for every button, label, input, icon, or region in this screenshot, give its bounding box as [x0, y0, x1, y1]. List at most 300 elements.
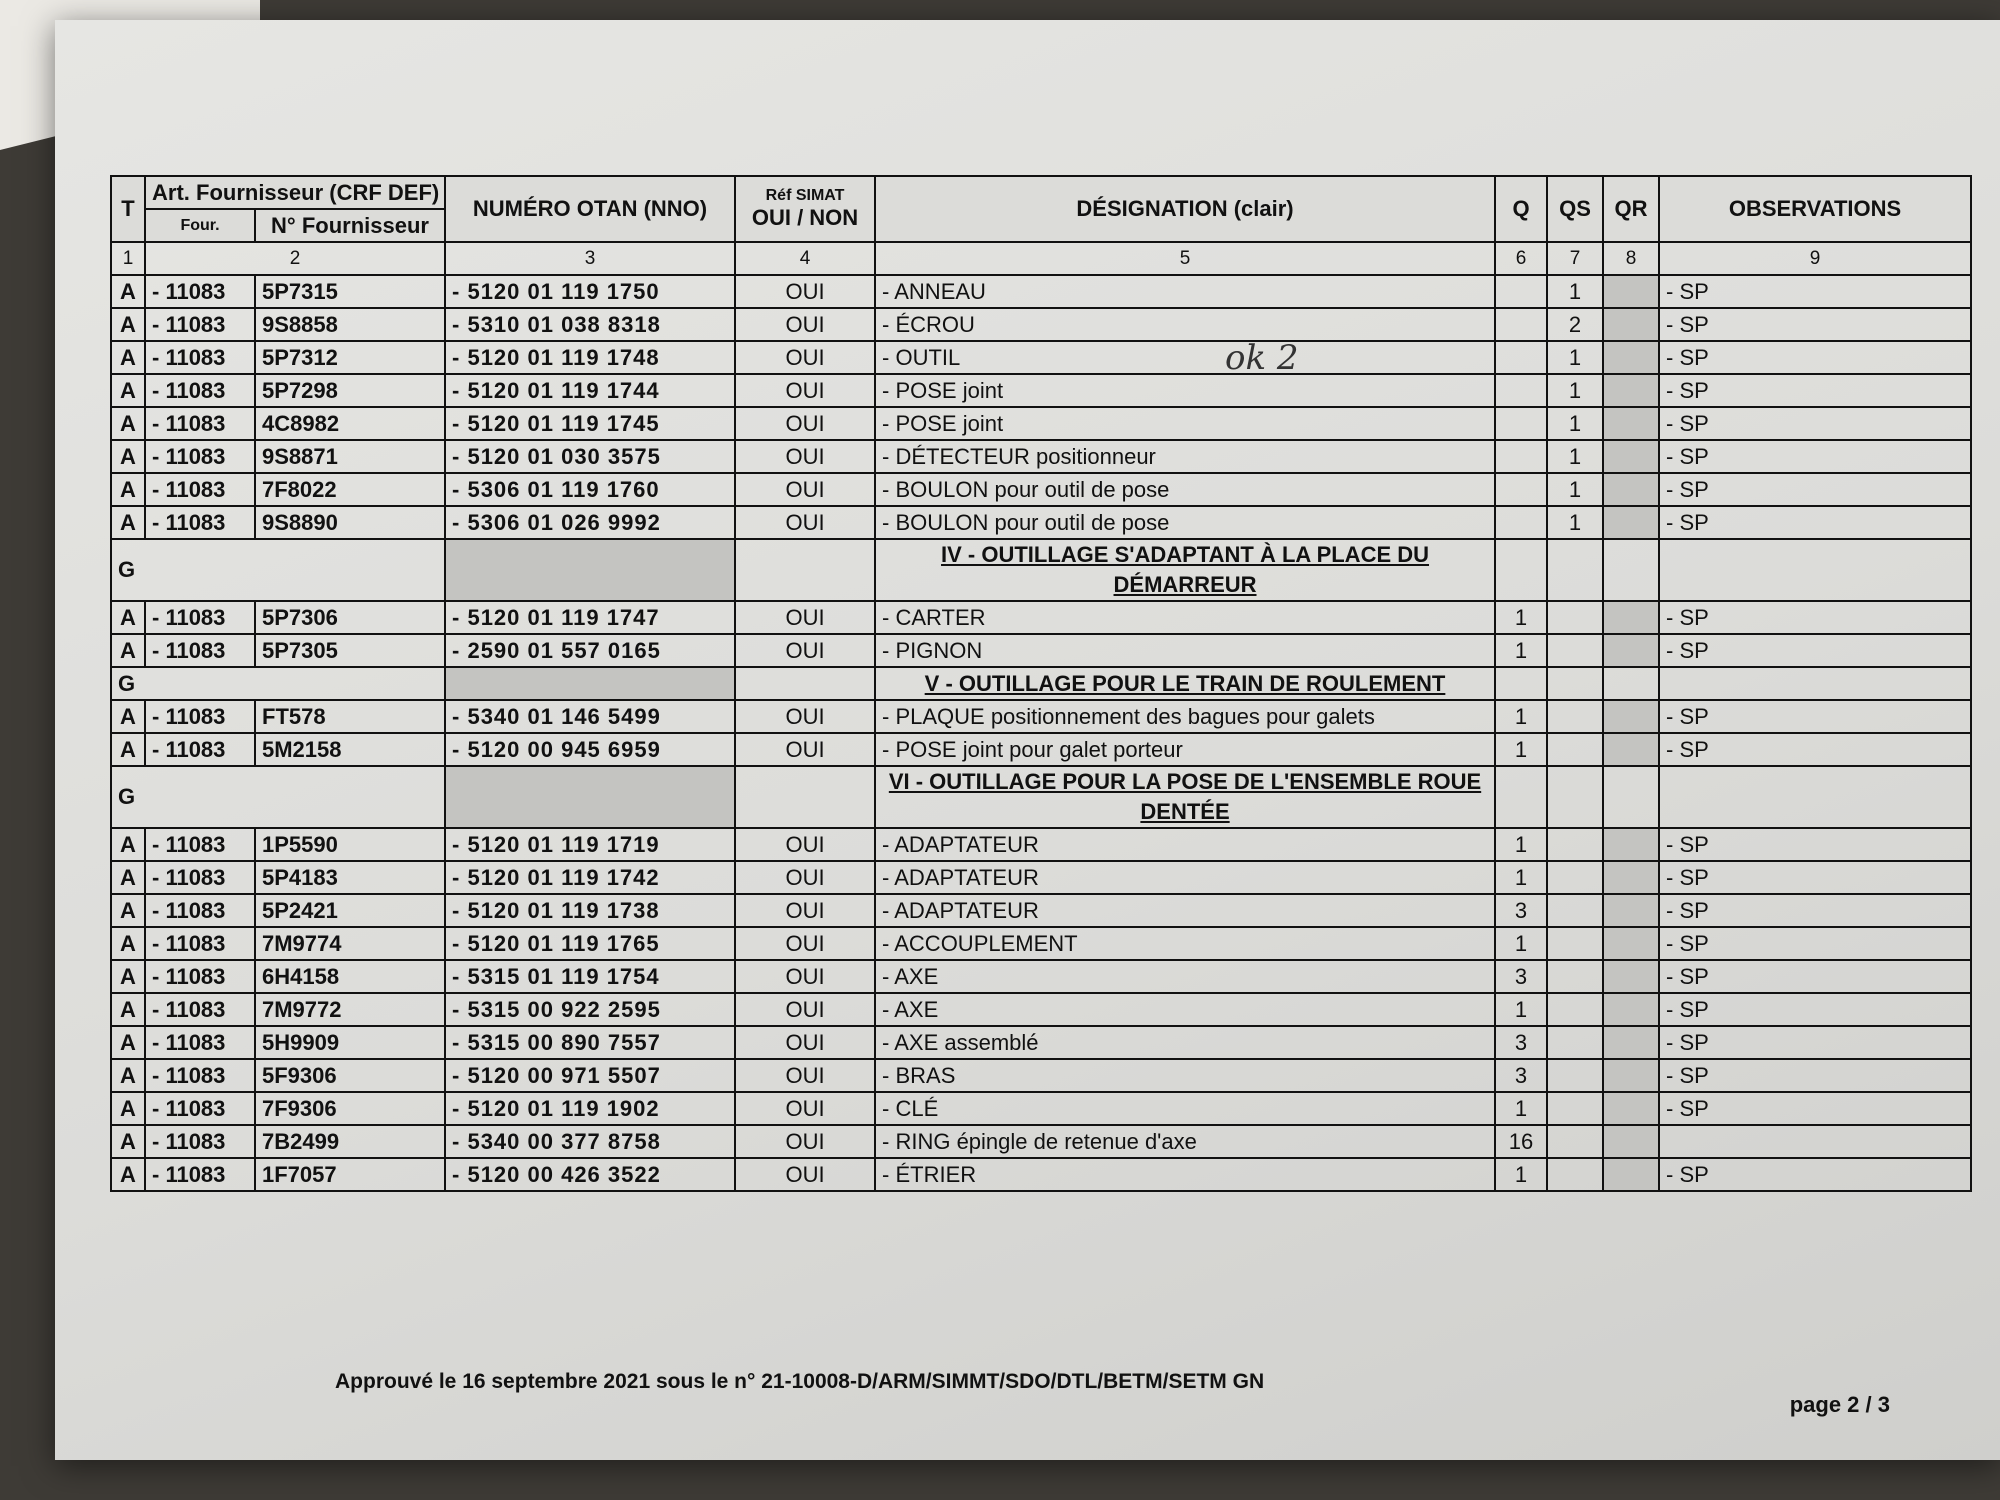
col-q-header: Q	[1495, 176, 1547, 242]
group-marker: G	[111, 667, 445, 700]
qs-cell	[1547, 700, 1603, 733]
table-row	[111, 374, 1971, 407]
page-number: page 2 / 3	[1789, 1392, 1890, 1417]
supplier-number-cell: 7M9772	[255, 993, 445, 1026]
observation-cell: - SP	[1659, 960, 1971, 993]
q-cell: 3	[1495, 1059, 1547, 1092]
designation-cell: - AXE	[875, 993, 1495, 1026]
empty-cell	[1659, 667, 1971, 700]
t-cell: A	[111, 440, 145, 473]
t-cell: A	[111, 927, 145, 960]
t-cell: A	[111, 374, 145, 407]
t-cell: A	[111, 1092, 145, 1125]
supplier-code-cell: - 11083	[145, 341, 255, 374]
observation-cell: - SP	[1659, 1092, 1971, 1125]
nno-cell: - 5120 01 030 3575	[445, 440, 735, 473]
designation-cell: - BOULON pour outil de pose	[875, 473, 1495, 506]
table-row	[111, 894, 1971, 927]
supplier-code-cell: - 11083	[145, 440, 255, 473]
qr-cell	[1603, 1125, 1659, 1158]
qs-cell	[1547, 1026, 1603, 1059]
col-simat-header	[735, 176, 875, 242]
section-title: VI - OUTILLAGE POUR LA POSE DE L'ENSEMBLE ROUE DENTÉE	[875, 766, 1495, 828]
observation-cell: - SP	[1659, 601, 1971, 634]
section-row	[111, 539, 1971, 601]
supplier-number-cell: 7F8022	[255, 473, 445, 506]
table-row	[111, 1125, 1971, 1158]
empty-cell	[1603, 766, 1659, 828]
table-row	[111, 634, 1971, 667]
table-row	[111, 1059, 1971, 1092]
simat-cell: OUI	[735, 634, 875, 667]
supplier-code-cell: - 11083	[145, 1158, 255, 1191]
q-cell: 1	[1495, 861, 1547, 894]
shaded-cell	[445, 766, 735, 828]
qs-cell: 1	[1547, 275, 1603, 308]
nno-cell: - 5120 00 971 5507	[445, 1059, 735, 1092]
q-cell	[1495, 308, 1547, 341]
q-cell: 16	[1495, 1125, 1547, 1158]
t-cell: A	[111, 634, 145, 667]
t-cell: A	[111, 1158, 145, 1191]
qr-cell	[1603, 341, 1659, 374]
t-cell: A	[111, 341, 145, 374]
table-row	[111, 960, 1971, 993]
q-cell	[1495, 473, 1547, 506]
col-nno-header: NUMÉRO OTAN (NNO)	[445, 176, 735, 242]
table-row	[111, 700, 1971, 733]
designation-cell: - POSE joint pour galet porteur	[875, 733, 1495, 766]
section-title: IV - OUTILLAGE S'ADAPTANT À LA PLACE DU DÉMARREUR	[875, 539, 1495, 601]
empty-cell	[1495, 766, 1547, 828]
simat-cell: OUI	[735, 828, 875, 861]
col-number: 8	[1603, 242, 1659, 275]
t-cell: A	[111, 861, 145, 894]
simat-cell: OUI	[735, 733, 875, 766]
qs-cell	[1547, 634, 1603, 667]
designation-cell: - ADAPTATEUR	[875, 861, 1495, 894]
nno-cell: - 5306 01 026 9992	[445, 506, 735, 539]
qr-cell	[1603, 407, 1659, 440]
t-cell: A	[111, 894, 145, 927]
q-cell: 3	[1495, 894, 1547, 927]
empty-cell	[735, 539, 875, 601]
qs-cell: 1	[1547, 374, 1603, 407]
ref-simat-label: Réf SIMAT	[765, 187, 845, 204]
empty-cell	[1547, 539, 1603, 601]
designation-cell: - ÉTRIER	[875, 1158, 1495, 1191]
designation-cell: - BRAS	[875, 1059, 1495, 1092]
nno-cell: - 5340 01 146 5499	[445, 700, 735, 733]
qs-cell	[1547, 828, 1603, 861]
nno-cell: - 5315 01 119 1754	[445, 960, 735, 993]
observation-cell: - SP	[1659, 407, 1971, 440]
supplier-number-cell: 9S8858	[255, 308, 445, 341]
document-sheet	[55, 20, 2000, 1460]
q-cell: 1	[1495, 634, 1547, 667]
supplier-code-cell: - 11083	[145, 275, 255, 308]
supplier-code-cell: - 11083	[145, 733, 255, 766]
qr-cell	[1603, 1092, 1659, 1125]
q-cell: 1	[1495, 601, 1547, 634]
nno-cell: - 5120 01 119 1742	[445, 861, 735, 894]
observation-cell: - SP	[1659, 993, 1971, 1026]
t-cell: A	[111, 308, 145, 341]
observation-cell: - SP	[1659, 1158, 1971, 1191]
observation-cell: - SP	[1659, 275, 1971, 308]
q-cell: 1	[1495, 700, 1547, 733]
t-cell: A	[111, 1059, 145, 1092]
simat-cell: OUI	[735, 407, 875, 440]
observation-cell: - SP	[1659, 1026, 1971, 1059]
col-t-header: T	[111, 176, 145, 242]
header-row	[111, 176, 1971, 209]
t-cell: A	[111, 828, 145, 861]
observation-cell: - SP	[1659, 733, 1971, 766]
nno-cell: - 2590 01 557 0165	[445, 634, 735, 667]
qs-cell: 1	[1547, 473, 1603, 506]
t-cell: A	[111, 1026, 145, 1059]
simat-cell: OUI	[735, 1125, 875, 1158]
supplier-code-cell: - 11083	[145, 506, 255, 539]
qr-cell	[1603, 440, 1659, 473]
qs-cell: 2	[1547, 308, 1603, 341]
nno-cell: - 5120 00 945 6959	[445, 733, 735, 766]
empty-cell	[1659, 539, 1971, 601]
observation-cell: - SP	[1659, 374, 1971, 407]
table-row	[111, 506, 1971, 539]
qs-cell: 1	[1547, 407, 1603, 440]
qs-cell: 1	[1547, 440, 1603, 473]
col-designation-header: DÉSIGNATION (clair)	[875, 176, 1495, 242]
supplier-number-cell: 5P7315	[255, 275, 445, 308]
nno-cell: - 5315 00 890 7557	[445, 1026, 735, 1059]
handwritten-note: ok 2	[1225, 338, 1299, 378]
qr-cell	[1603, 275, 1659, 308]
designation-cell: - PIGNON	[875, 634, 1495, 667]
table-row	[111, 601, 1971, 634]
table-row	[111, 1026, 1971, 1059]
simat-cell: OUI	[735, 894, 875, 927]
qr-cell	[1603, 733, 1659, 766]
qr-cell	[1603, 374, 1659, 407]
observation-cell: - SP	[1659, 506, 1971, 539]
t-cell: A	[111, 601, 145, 634]
observation-cell: - SP	[1659, 440, 1971, 473]
supplier-number-cell: 5F9306	[255, 1059, 445, 1092]
designation-cell: - ADAPTATEUR	[875, 828, 1495, 861]
col-observations-header: OBSERVATIONS	[1659, 176, 1971, 242]
designation-cell: - RING épingle de retenue d'axe	[875, 1125, 1495, 1158]
table-row	[111, 861, 1971, 894]
qr-cell	[1603, 506, 1659, 539]
qr-cell	[1603, 927, 1659, 960]
empty-cell	[1495, 667, 1547, 700]
empty-cell	[735, 766, 875, 828]
supplier-code-cell: - 11083	[145, 1092, 255, 1125]
nno-cell: - 5120 01 119 1719	[445, 828, 735, 861]
q-cell: 1	[1495, 993, 1547, 1026]
supplier-number-cell: 7B2499	[255, 1125, 445, 1158]
qs-cell	[1547, 601, 1603, 634]
simat-cell: OUI	[735, 861, 875, 894]
nno-cell: - 5315 00 922 2595	[445, 993, 735, 1026]
table-row	[111, 733, 1971, 766]
simat-cell: OUI	[735, 700, 875, 733]
supplier-code-cell: - 11083	[145, 308, 255, 341]
supplier-number-cell: 9S8890	[255, 506, 445, 539]
simat-cell: OUI	[735, 1092, 875, 1125]
simat-cell: OUI	[735, 374, 875, 407]
qr-cell	[1603, 308, 1659, 341]
empty-cell	[1659, 766, 1971, 828]
supplier-code-cell: - 11083	[145, 1026, 255, 1059]
qr-cell	[1603, 1059, 1659, 1092]
q-cell: 1	[1495, 828, 1547, 861]
qr-cell	[1603, 700, 1659, 733]
q-cell: 3	[1495, 960, 1547, 993]
qr-cell	[1603, 601, 1659, 634]
observation-cell: - SP	[1659, 828, 1971, 861]
qr-cell	[1603, 861, 1659, 894]
simat-cell: OUI	[735, 993, 875, 1026]
supplier-code-cell: - 11083	[145, 828, 255, 861]
nno-cell: - 5120 01 119 1765	[445, 927, 735, 960]
nno-cell: - 5120 01 119 1902	[445, 1092, 735, 1125]
designation-cell: - DÉTECTEUR positionneur	[875, 440, 1495, 473]
designation-cell: - POSE joint	[875, 374, 1495, 407]
q-cell	[1495, 407, 1547, 440]
qs-cell	[1547, 927, 1603, 960]
supplier-code-cell: - 11083	[145, 601, 255, 634]
nno-cell: - 5120 01 119 1750	[445, 275, 735, 308]
t-cell: A	[111, 1125, 145, 1158]
simat-cell: OUI	[735, 473, 875, 506]
supplier-code-cell: - 11083	[145, 960, 255, 993]
q-cell: 3	[1495, 1026, 1547, 1059]
nno-cell: - 5340 00 377 8758	[445, 1125, 735, 1158]
observation-cell: - SP	[1659, 861, 1971, 894]
supplier-number-cell: 5P7298	[255, 374, 445, 407]
supplier-code-cell: - 11083	[145, 993, 255, 1026]
qr-cell	[1603, 1026, 1659, 1059]
q-cell: 1	[1495, 1158, 1547, 1191]
supplier-code-cell: - 11083	[145, 407, 255, 440]
col-four-header: Four.	[145, 209, 255, 242]
col-number: 1	[111, 242, 145, 275]
col-number: 7	[1547, 242, 1603, 275]
oui-non-label: OUI / NON	[751, 205, 859, 230]
qr-cell	[1603, 894, 1659, 927]
nno-cell: - 5120 01 119 1738	[445, 894, 735, 927]
observation-cell: - SP	[1659, 308, 1971, 341]
q-cell: 1	[1495, 1092, 1547, 1125]
supplier-number-cell: 7F9306	[255, 1092, 445, 1125]
q-cell: 1	[1495, 927, 1547, 960]
empty-cell	[1603, 539, 1659, 601]
table-row	[111, 341, 1971, 374]
table-row	[111, 275, 1971, 308]
qr-cell	[1603, 634, 1659, 667]
supplier-code-cell: - 11083	[145, 473, 255, 506]
designation-cell: - AXE assemblé	[875, 1026, 1495, 1059]
approval-footer: Approuvé le 16 septembre 2021 sous le n° 21-10008-D/ARM/SIMMT/SDO/DTL/BETM/SETM GN	[335, 1370, 1265, 1393]
nno-cell: - 5120 01 119 1747	[445, 601, 735, 634]
nno-cell: - 5120 01 119 1744	[445, 374, 735, 407]
table-row	[111, 473, 1971, 506]
designation-cell: - CARTER	[875, 601, 1495, 634]
t-cell: A	[111, 506, 145, 539]
simat-cell: OUI	[735, 1026, 875, 1059]
section-row	[111, 766, 1971, 828]
qr-cell	[1603, 960, 1659, 993]
empty-cell	[1547, 766, 1603, 828]
col-number: 3	[445, 242, 735, 275]
section-row	[111, 667, 1971, 700]
qr-cell	[1603, 993, 1659, 1026]
column-number-row	[111, 242, 1971, 275]
col-art-four-header: Art. Fournisseur (CRF DEF)	[145, 176, 445, 209]
simat-cell: OUI	[735, 308, 875, 341]
supplier-number-cell: 1F7057	[255, 1158, 445, 1191]
t-cell: A	[111, 407, 145, 440]
simat-cell: OUI	[735, 275, 875, 308]
designation-cell: - ÉCROU	[875, 308, 1495, 341]
empty-cell	[735, 667, 875, 700]
designation-cell: - AXE	[875, 960, 1495, 993]
supplier-number-cell: 5H9909	[255, 1026, 445, 1059]
simat-cell: OUI	[735, 506, 875, 539]
qs-cell	[1547, 1125, 1603, 1158]
supplier-number-cell: 5P4183	[255, 861, 445, 894]
supplier-code-cell: - 11083	[145, 374, 255, 407]
observation-cell: - SP	[1659, 927, 1971, 960]
table-row	[111, 927, 1971, 960]
designation-cell: - OUTIL	[875, 341, 1495, 374]
supplier-code-cell: - 11083	[145, 1125, 255, 1158]
qs-cell	[1547, 1092, 1603, 1125]
empty-cell	[1495, 539, 1547, 601]
supplier-code-cell: - 11083	[145, 700, 255, 733]
supplier-code-cell: - 11083	[145, 927, 255, 960]
supplier-number-cell: 4C8982	[255, 407, 445, 440]
supplier-number-cell: 1P5590	[255, 828, 445, 861]
designation-cell: - ANNEAU	[875, 275, 1495, 308]
simat-cell: OUI	[735, 1059, 875, 1092]
simat-cell: OUI	[735, 960, 875, 993]
simat-cell: OUI	[735, 440, 875, 473]
section-title: V - OUTILLAGE POUR LE TRAIN DE ROULEMENT	[875, 667, 1495, 700]
shaded-cell	[445, 667, 735, 700]
table-row	[111, 407, 1971, 440]
group-marker: G	[111, 766, 445, 828]
col-qs-header: QS	[1547, 176, 1603, 242]
observation-cell: - SP	[1659, 473, 1971, 506]
nno-cell: - 5120 01 119 1745	[445, 407, 735, 440]
table-row	[111, 1158, 1971, 1191]
simat-cell: OUI	[735, 1158, 875, 1191]
supplier-number-cell: 5P7312	[255, 341, 445, 374]
supplier-number-cell: 9S8871	[255, 440, 445, 473]
table-row	[111, 993, 1971, 1026]
col-nf-header: N° Fournisseur	[255, 209, 445, 242]
supplier-code-cell: - 11083	[145, 894, 255, 927]
qs-cell	[1547, 993, 1603, 1026]
t-cell: A	[111, 473, 145, 506]
supplier-code-cell: - 11083	[145, 1059, 255, 1092]
qr-cell	[1603, 828, 1659, 861]
t-cell: A	[111, 733, 145, 766]
supplier-code-cell: - 11083	[145, 634, 255, 667]
table-row	[111, 308, 1971, 341]
t-cell: A	[111, 275, 145, 308]
col-number: 9	[1659, 242, 1971, 275]
qs-cell	[1547, 733, 1603, 766]
shaded-cell	[445, 539, 735, 601]
empty-cell	[1547, 667, 1603, 700]
t-cell: A	[111, 993, 145, 1026]
col-number: 4	[735, 242, 875, 275]
supplier-number-cell: 5P7305	[255, 634, 445, 667]
q-cell	[1495, 506, 1547, 539]
q-cell	[1495, 275, 1547, 308]
designation-cell: - PLAQUE positionnement des bagues pour galets	[875, 700, 1495, 733]
supplier-number-cell: 5P2421	[255, 894, 445, 927]
nno-cell: - 5310 01 038 8318	[445, 308, 735, 341]
nno-cell: - 5120 01 119 1748	[445, 341, 735, 374]
t-cell: A	[111, 700, 145, 733]
observation-cell: - SP	[1659, 634, 1971, 667]
table-row	[111, 828, 1971, 861]
t-cell: A	[111, 960, 145, 993]
designation-cell: - ADAPTATEUR	[875, 894, 1495, 927]
observation-cell	[1659, 1125, 1971, 1158]
supplier-number-cell: 5P7306	[255, 601, 445, 634]
supplier-code-cell: - 11083	[145, 861, 255, 894]
table-row	[111, 440, 1971, 473]
observation-cell: - SP	[1659, 1059, 1971, 1092]
qs-cell	[1547, 861, 1603, 894]
supplier-number-cell: 7M9774	[255, 927, 445, 960]
q-cell	[1495, 440, 1547, 473]
observation-cell: - SP	[1659, 341, 1971, 374]
simat-cell: OUI	[735, 341, 875, 374]
designation-cell: - CLÉ	[875, 1092, 1495, 1125]
qs-cell	[1547, 960, 1603, 993]
observation-cell: - SP	[1659, 700, 1971, 733]
qr-cell	[1603, 473, 1659, 506]
supplier-number-cell: 6H4158	[255, 960, 445, 993]
simat-cell: OUI	[735, 927, 875, 960]
col-number: 6	[1495, 242, 1547, 275]
table-row	[111, 1092, 1971, 1125]
nno-cell: - 5306 01 119 1760	[445, 473, 735, 506]
qs-cell	[1547, 1059, 1603, 1092]
designation-cell: - ACCOUPLEMENT	[875, 927, 1495, 960]
supplier-number-cell: 5M2158	[255, 733, 445, 766]
col-number: 2	[145, 242, 445, 275]
empty-cell	[1603, 667, 1659, 700]
col-qr-header: QR	[1603, 176, 1659, 242]
group-marker: G	[111, 539, 445, 601]
simat-cell: OUI	[735, 601, 875, 634]
nno-cell: - 5120 00 426 3522	[445, 1158, 735, 1191]
qs-cell	[1547, 894, 1603, 927]
q-cell	[1495, 374, 1547, 407]
equipment-table	[110, 175, 1972, 1192]
qr-cell	[1603, 1158, 1659, 1191]
qs-cell	[1547, 1158, 1603, 1191]
